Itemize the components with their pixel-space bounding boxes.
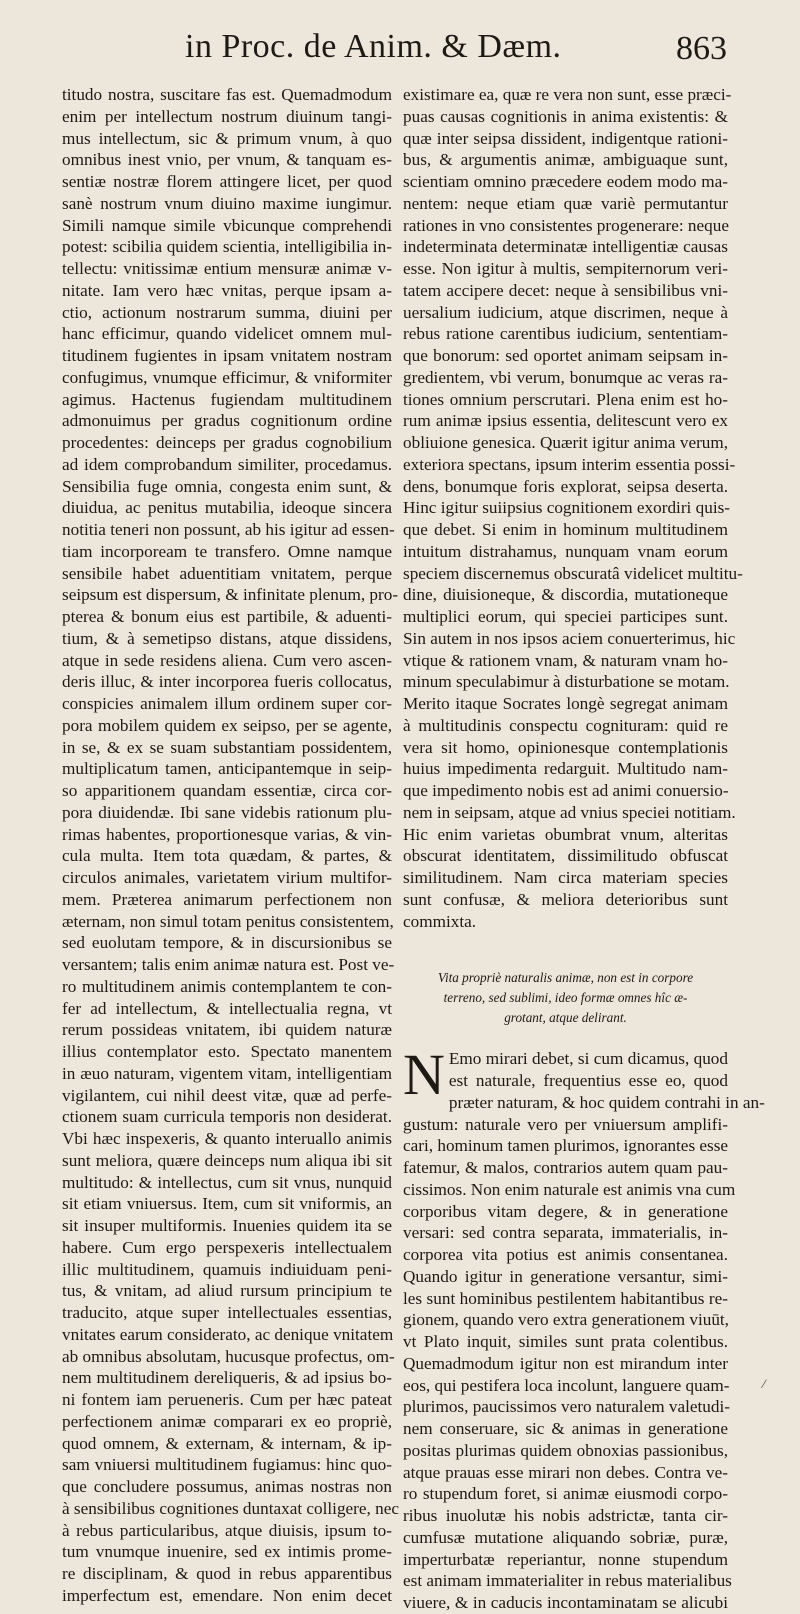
text-line: ab omnibus absolutam, hucusque profectus, om- — [62, 1346, 395, 1366]
text-line: obliuione genesica. Quærit igitur anima verum, — [403, 433, 729, 452]
text-line: perfectionem animæ comparari ex eo propriè, — [62, 1411, 392, 1431]
text-line: procedentes: deinceps per gradus cognobilium — [62, 433, 392, 452]
text-line: diuidua, ac penitus mutabilia, ideoque sincera — [62, 498, 392, 518]
text-line: traducito, atque super intellectuales essentias, — [62, 1303, 392, 1322]
text-line: gionem, quando vero extra generationem viuūt, — [403, 1310, 729, 1330]
text-line: potest: scibilia quidem scientia, intelligibilia in- — [62, 237, 392, 257]
text-line: à rebus particularibus, atque diuisis, ipsum to- — [62, 1520, 392, 1540]
text-line: que bonorum: sed oportet animam seipsam in- — [403, 346, 728, 365]
text-line: pora diuidendæ. Ibi sane videbis rationum plu- — [62, 802, 392, 822]
text-line: præter naturam, & hoc quidem contrahi in an- — [448, 1092, 765, 1112]
text-line: cissimos. Non enim naturale est animis vna cum — [403, 1179, 736, 1199]
text-line: Vbi hæc inspexeris, & quanto interuallo animis — [62, 1129, 392, 1148]
page-number: 863 — [676, 30, 727, 67]
running-title: in Proc. de Anim. & Dæm. — [185, 28, 562, 65]
text-line: ni fontem iam perueneris. Cum per hæc pateat — [62, 1390, 392, 1409]
text-line: admonuimus per gradus cognitionum ordine — [62, 411, 392, 431]
text-line: nentem: neque etiam quæ variè permutantur — [403, 193, 728, 213]
text-line: viuere, & in caducis incontaminatam se alicubi — [403, 1593, 728, 1612]
text-line: sentiæ nostræ florem attingere licet, per quod — [62, 172, 392, 191]
text-line: puas causas cognitionis in anima existentis: & — [403, 106, 728, 126]
right-column-top-text — [403, 84, 743, 932]
text-line: nem multitudinem dereliqueris, & ad ipsius bo- — [62, 1368, 392, 1388]
text-line: versantem; talis enim animæ natura est. Post ve- — [62, 955, 395, 974]
text-line: nitate. Iam vero hæc vnitas, perque ipsam a- — [62, 280, 392, 300]
text-line: so apparitionem quandam essentiæ, circa cor- — [62, 781, 392, 800]
text-line: habere. Cum ergo perspexeris intellectualem — [62, 1237, 392, 1257]
text-line: gredientem, vbi verum, bonumque ac veras ra- — [403, 367, 728, 387]
text-line: est animam immaterialiter in rebus materialibus — [403, 1571, 732, 1591]
text-line: sanè nostrum vnum diuino maxime iungimur. — [62, 193, 392, 213]
text-line: sit insuper multiformis. Inuenies quidem ita se — [62, 1216, 392, 1235]
text-line: positas plurimas quidem obnoxias passionibus, — [403, 1440, 728, 1460]
text-line: titudo nostra, suscitare fas est. Quemadmodum — [62, 85, 392, 104]
text-line: minum speculabimur à disturbatione se motam. — [403, 672, 730, 692]
text-line: rerum possideas vnitatem, ibi quidem naturæ — [62, 1020, 392, 1040]
text-line: esse. Non igitur à multis, sempiternorum veri- — [403, 259, 728, 278]
text-line: fer ad intellectum, & intellectualia regna, vt — [62, 998, 392, 1018]
text-line: illic multitudinem, quamuis indiuiduam peni- — [62, 1259, 392, 1279]
text-line: vera sit homo, opinionesque contemplationis — [403, 737, 728, 757]
text-line: uersalium iudicium, atque discrimen, neque à — [403, 302, 728, 322]
text-line: tiam incorpoream te transfero. Omne namque — [62, 541, 392, 561]
text-line: Emo mirari debet, si cum dicamus, quod — [448, 1049, 728, 1069]
text-line: cari, hominum tamen plurimos, ignorantes esse — [403, 1136, 729, 1156]
text-line: huius impedimenta redarguit. Multitudo nam- — [403, 759, 728, 779]
text-line: dens, bonumque foris explorat, seipsa deserta. — [403, 476, 728, 496]
text-line: Simili namque simile vbicunque comprehendi — [62, 215, 392, 235]
text-line: mus intellectum, sic & primum vnum, à quo — [62, 128, 392, 148]
text-line: Merito itaque Socrates longè segregat animam — [403, 694, 728, 713]
text-line: multiplici eorum, qui speciei participes sunt. — [403, 607, 728, 626]
text-line: ad idem comprobandum similiter, procedamus. — [62, 454, 392, 474]
text-line: æternam, non simul totam penitus consistentem, — [62, 911, 394, 931]
text-line: speciem discernemus obscuratâ videlicet multitu- — [403, 563, 743, 583]
text-line: Sensibilia fuge omnia, congesta enim sunt, & — [62, 476, 392, 496]
text-line: rum animæ ipsius essentia, delitescunt vero ex — [403, 411, 728, 431]
text-line: cula multa. Item tota quædam, & partes, & — [62, 846, 392, 866]
margin-mark: ⁄ — [763, 1378, 765, 1391]
text-line: tiones omnium perscrutari. Plena enim est ho- — [403, 389, 728, 409]
text-line: obscurat identitatem, dissimilitudo obfuscat — [403, 846, 728, 866]
text-line: tum vnumque inuenire, sed ex intimis prome- — [62, 1542, 392, 1562]
text-line: ctio, actionum nostrarum summa, diuini per — [62, 302, 392, 322]
text-line: similitudinem. Nam circa materiam species — [403, 868, 728, 887]
text-line: les sunt hominibus pestilentem habitantibus re- — [403, 1288, 728, 1308]
text-line: eos, qui pestifera loca incolunt, languere quam- — [403, 1375, 730, 1395]
text-line: imperfectum est, emendare. Non enim decet — [62, 1585, 392, 1605]
text-line: tus, & vnitam, ad aliud rursum principium te — [62, 1281, 392, 1301]
text-line: pterea & bonum eius est partibile, & aduenti- — [62, 607, 392, 626]
text-line: ribus inuolutæ his nobis adstrictæ, tanta cir- — [403, 1506, 728, 1525]
text-line: confugimus, vnumque efficimur, & vniformiter — [62, 367, 392, 387]
text-line: sunt meliora, quære deinceps num aliqua ibi sit — [62, 1150, 392, 1170]
text-line: nem in seipsam, atque ad vnius speciei notitiam. — [403, 802, 736, 822]
text-line: titudinem fugientes in ipsam vnitatem nostram — [62, 346, 392, 365]
text-line: à multitudinis conspectu cognituram: quid re — [403, 715, 728, 735]
caption-line: grotant, atque delirant. — [504, 1010, 627, 1026]
text-line: pora mobilem quidem ex seipso, per se agente, — [62, 715, 392, 735]
text-line: que concludere possumus, animas nostras non — [62, 1477, 392, 1496]
text-line: agimus. Hactenus fugiendam multitudinem — [62, 389, 392, 409]
text-line: vtique & rationem vnam, & naturam vnam ho- — [403, 650, 728, 670]
text-line: intuitum distrahamus, nunquam vnam eorum — [403, 541, 728, 561]
text-line: scientiam omnino præcedere eodem modo ma- — [403, 172, 728, 191]
text-line: Quando igitur in generatione versantur, simi- — [403, 1266, 728, 1286]
text-line: vnitates earum considerato, ac denique vnitatem — [62, 1324, 394, 1344]
text-line: corporibus vitam degere, & in generatione — [403, 1201, 728, 1221]
text-line: mem. Præterea animarum perfectionem non — [62, 889, 392, 909]
text-line: circulos animales, varietatem virium multifor- — [62, 868, 392, 887]
text-line: in se, & ex se suam substantiam possidentem, — [62, 737, 392, 757]
right-column-bottom-text — [403, 1042, 765, 1614]
text-line: sit etiam vniuersus. Item, cum sit vniformis, an — [62, 1194, 392, 1214]
section-caption — [403, 968, 728, 1028]
text-line: ctionem suam curricula temporis non desiderat. — [62, 1107, 392, 1127]
drop-cap: N — [403, 1042, 445, 1108]
text-line: illius contemplator esto. Spectato manentem — [62, 1042, 392, 1061]
text-line: rimas habentes, proportionesque varias, & vin- — [62, 824, 392, 844]
text-line: re disciplinam, & quod in rebus apparentibus — [62, 1564, 392, 1583]
left-column — [62, 84, 399, 1607]
text-line: tium, & à semetipso distans, atque dissidens, — [62, 628, 392, 648]
text-line: Sin autem in nos ipsos aciem conuerterimus, hic — [403, 628, 736, 648]
text-line: exteriora spectans, ipsum interim essentia possi- — [403, 454, 736, 474]
text-line: corporea vita potius est animis consentanea. — [403, 1245, 728, 1264]
caption-line: terreno, sed sublimi, ideo formæ omnes hîc æ- — [443, 990, 688, 1006]
text-line: tatem accipere decet: neque à sensibilibus vni- — [403, 280, 728, 300]
text-line: est naturale, frequentius esse eo, quod — [448, 1071, 728, 1090]
text-line: cumfusæ mutatione aliquando sobriæ, puræ, — [403, 1527, 728, 1547]
text-line: commixta. — [403, 911, 477, 931]
text-line: imperturbatæ reperiantur, nonne stupendum — [403, 1549, 728, 1569]
text-line: existimare ea, quæ re vera non sunt, esse præci- — [403, 85, 732, 104]
text-line: à sensibilibus cognitiones duntaxat colligere, nec — [62, 1498, 399, 1518]
text-line: deris illuc, & inter incorporea fueris collocatus, — [62, 672, 392, 692]
text-line: sam vniuersi multitudinem fugiamus: hinc quo- — [62, 1455, 392, 1475]
text-line: vigilantem, cui nihil deest vitæ, quæ ad perfe- — [62, 1085, 392, 1105]
text-line: Quemadmodum igitur non est mirandum inter — [403, 1353, 728, 1373]
text-line: tellectu: vnitissimæ entium mensuræ animæ v- — [62, 259, 392, 278]
text-line: in æuo naturam, vigentem vitam, intelligentiam — [62, 1063, 392, 1083]
text-line: sensibile habet aduentitiam vnitatem, perque — [62, 563, 392, 583]
text-line: que debet. Si enim in hominum multitudinem — [403, 520, 728, 539]
text-line: ro multitudinem animis contemplantem te con- — [62, 976, 392, 996]
text-line: dine, diuisioneque, & discordia, mutationeque — [403, 585, 728, 605]
text-line: Hic enim varietas obumbrat vnum, alteritas — [403, 824, 728, 844]
text-line: vt Plato inquit, similes sunt prata colentibus. — [403, 1332, 728, 1351]
text-line: nem conseruare, sic & animas in generatione — [403, 1419, 728, 1438]
text-line: rebus ratione carentibus iudicium, sententiam- — [403, 324, 728, 344]
text-line: atque in sede residens aliena. Cum vero ascen- — [62, 650, 392, 670]
text-line: que impedimento nobis est ad animi conuersio- — [403, 781, 729, 800]
text-line: conspicies animalem illum ordinem super cor- — [62, 694, 392, 713]
text-line: sunt confusæ, & meliora deterioribus sunt — [403, 889, 728, 909]
caption-line: Vita propriè naturalis animæ, non est in corpore — [437, 970, 694, 986]
text-line: quæ inter seipsa dissident, indigentque rationi- — [403, 128, 728, 148]
text-line: enim per intellectum nostrum diuinum tangi- — [62, 106, 392, 126]
text-line: sed euolutam tempore, & in discursionibus se — [62, 933, 392, 953]
text-line: versari: sed contra separata, immaterialis, in- — [403, 1223, 728, 1243]
text-line: quod omnem, & externam, & internam, & ip- — [62, 1433, 392, 1453]
text-line: fatemur, & malos, contrarios autem quam pau- — [403, 1158, 728, 1177]
text-line: omnibus inest vnio, per vnum, & tanquam es- — [62, 150, 392, 170]
text-line: ro stupendum foret, si animæ eiusmodi corpo- — [403, 1484, 728, 1504]
text-line: bus, & argumentis animæ, ambiguaque sunt, — [403, 150, 728, 170]
text-line: seipsum est dispersum, & infinitate plenum, pro- — [62, 585, 399, 605]
text-line: multiplicatum tamen, anticipantemque in seip- — [62, 759, 392, 779]
text-line: plurimos, paucissimos vero naturalem valetudi- — [403, 1397, 730, 1417]
text-line: multitudo: & intellectus, cum sit vnus, nunquid — [62, 1172, 392, 1192]
text-line: notitia teneri non possunt, ab his igitur ad essen- — [62, 520, 395, 539]
right-column — [403, 84, 765, 1614]
text-line: hanc efficimur, quando videlicet omnem mul- — [62, 324, 392, 344]
text-line: atque prauas esse mirari non debes. Contra ve- — [403, 1462, 728, 1482]
text-line: rationes in vno consistentes progenerare: neque — [403, 215, 729, 235]
text-line: indeterminata determinatæ intelligentiæ causas — [403, 237, 728, 257]
text-line: gustum: naturale vero per vniuersum amplifi- — [403, 1114, 728, 1134]
text-line: Hinc igitur suiipsius cognitionem exordiri quis- — [403, 498, 731, 518]
